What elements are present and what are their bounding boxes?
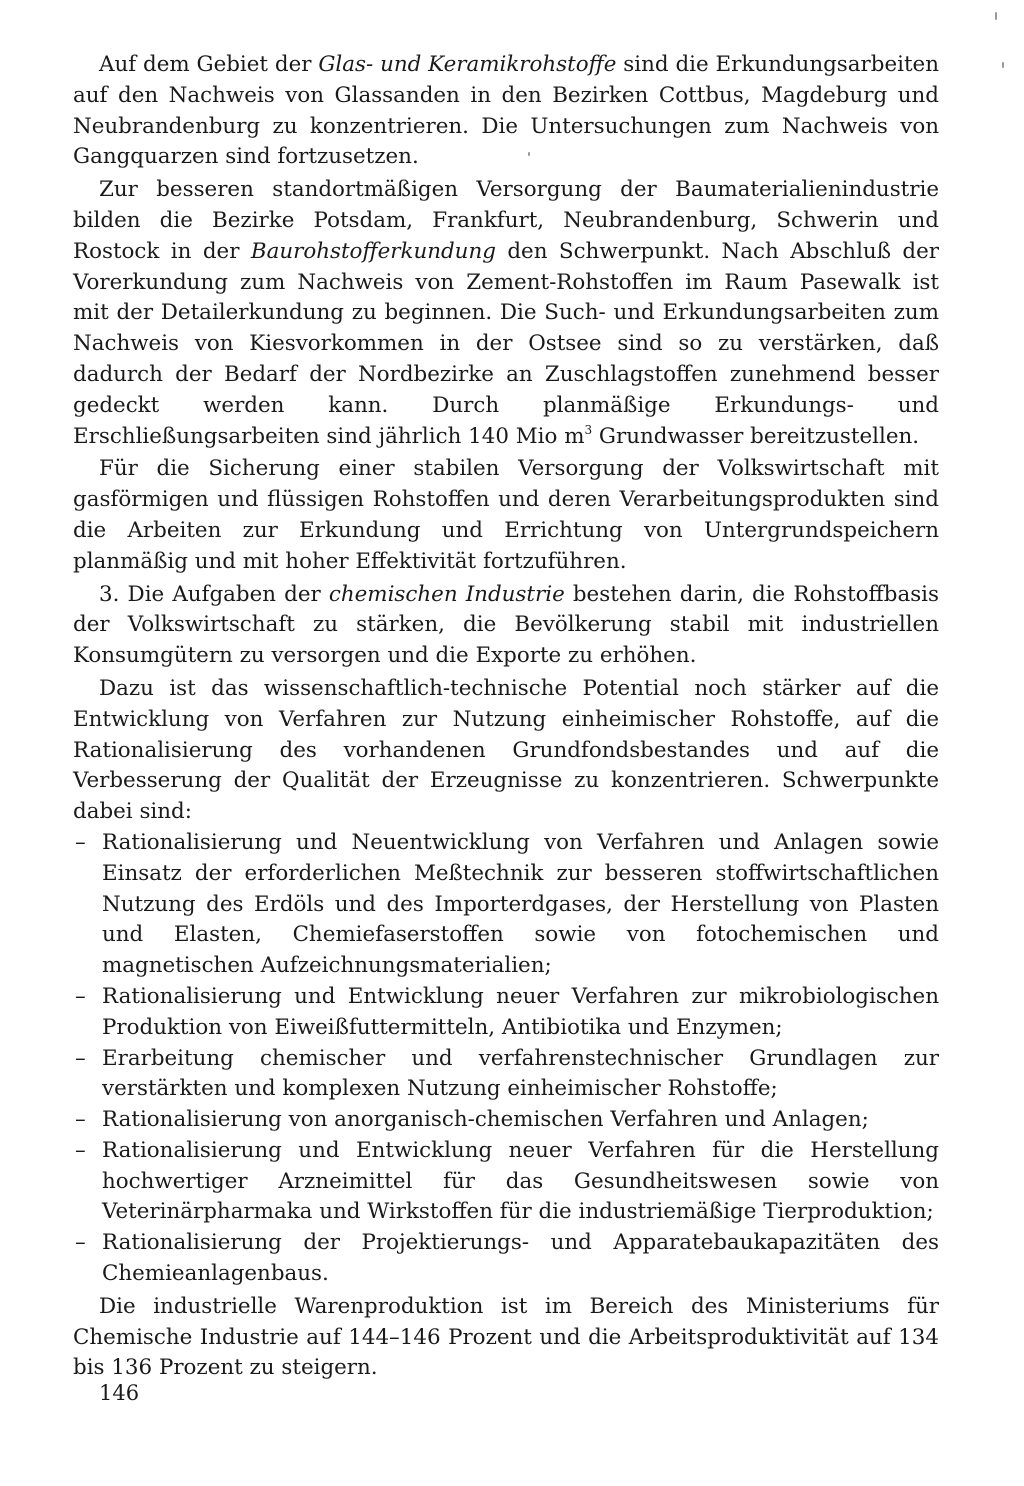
dash-marker: –	[75, 983, 86, 1009]
paragraph-gas-storage: Für die Sicherung einer stabilen Versorgung der Volkswirtschaft mit gasförmigen und flüssigen Rohstoffen und deren Verarbeitungsprodukten sind die Arbeiten zur Erkundung und Errichtung von Untergrundspeichern planmäßig und mit hoher Effektivität fortzuführen.	[73, 456, 939, 574]
scan-speck	[1002, 62, 1004, 68]
list-item	[73, 982, 939, 1044]
list-item	[73, 1136, 939, 1228]
paragraph-building-materials	[73, 175, 939, 452]
list-item-text: Rationalisierung und Entwicklung neuer Verfahren zur mikrobiologischen Produktion von Eiweißfuttermitteln, Antibiotika und Enzymen;	[102, 983, 939, 1040]
list-item-text: Erarbeitung chemischer und verfahrenstechnischer Grundlagen zur verstärkten und komplexen Nutzung einheimischer Rohstoffe;	[102, 1045, 939, 1102]
dash-marker: –	[75, 1107, 86, 1133]
paragraph-glass-ceramics	[73, 50, 939, 173]
page-body	[73, 50, 939, 1386]
emphasis-building-materials: Baurohstofferkundung	[250, 238, 496, 264]
paragraph-text: sind die Erkundungsarbeiten auf den Nachweis von Glassanden in den Bezirken Cottbus, Magdeburg und Neubrandenburg zu konzentrieren. Die Untersuchungen zum Nachweis von Gangquarzen sind fortzusetzen.	[73, 52, 939, 170]
emphasis-chemical-industry: chemischen Industrie	[328, 581, 565, 607]
paragraph-text: Zur besseren standortmäßigen Versorgung der Baumaterialienindustrie bilden die Bezirke Potsdam, Frankfurt, Neubrandenburg, Schwerin und Rostock in der	[73, 177, 939, 264]
scan-speck	[995, 12, 997, 20]
paragraph-text: Grundwasser bereitzustellen.	[592, 423, 920, 449]
emphasis-glass-ceramics: Glas- und Keramikrohstoffe	[318, 52, 617, 77]
dash-marker: –	[75, 1137, 86, 1163]
dash-marker: –	[75, 1045, 86, 1071]
paragraph-chemical-industry	[73, 580, 939, 672]
paragraph-text: den Schwerpunkt. Nach Abschluß der Vorerkundung zum Nachweis von Zement-Rohstoffen im Raum Pasewalk ist mit der Detailerkundung zu beginnen. Die Such- und Erkundungsarbeiten zum Nachweis von Kiesvorkommen in der Ostsee sind so zu verstärken, daß dadurch der Bedarf der Nordbezirke an Zuschlagstoffen zunehmend besser gedeckt werden kann. Durch planmäßige Erkundungs- und Erschließungsarbeiten sind jährlich 140 Mio m	[73, 238, 939, 449]
list-item	[73, 1044, 939, 1106]
dash-marker: –	[75, 829, 86, 855]
page-number: 146	[99, 1381, 140, 1405]
paragraph-production-targets: Die industrielle Warenproduktion ist im Bereich des Ministeriums für Chemische Industrie auf 144–146 Prozent und die Arbeitsproduktivität auf 134 bis 136 Prozent zu steigern.	[73, 1293, 939, 1381]
paragraph-text: bestehen darin, die Rohstoffbasis der Volkswirtschaft zu stärken, die Bevölkerung stabil mit industriellen Konsumgütern zu versorgen und die Exporte zu erhöhen.	[73, 581, 939, 669]
paragraph-focus-areas: Dazu ist das wissenschaftlich-technische Potential noch stärker auf die Entwicklung von Verfahren zur Nutzung einheimischer Rohstoffe, auf die Rationalisierung des vorhandenen Grundfondsbestandes und auf die Verbesserung der Qualität der Erzeugnisse zu konzentrieren. Schwerpunkte dabei sind:	[73, 675, 939, 825]
list-item	[73, 828, 939, 982]
paragraph-text: 3. Die Aufgaben der	[99, 581, 329, 607]
superscript-cubic: 3	[584, 422, 593, 437]
dash-marker: –	[75, 1230, 86, 1256]
list-item-text: Rationalisierung und Neuentwicklung von Verfahren und Anlagen sowie Einsatz der erforderlichen Meßtechnik zur besseren stoffwirtschaftlichen Nutzung des Erdöls und des Importerdgases, der Herstellung von Plasten und Elasten, Chemiefaserstoffen sowie von fotochemischen und magnetischen Aufzeichnungsmaterialien;	[102, 829, 939, 979]
paragraph-text: Auf dem Gebiet der	[99, 52, 319, 77]
focus-list	[73, 828, 939, 1290]
list-item-text: Rationalisierung und Entwicklung neuer Verfahren für die Herstellung hochwertiger Arzneimittel für das Gesundheitswesen sowie von Veterinärpharmaka und Wirkstoffen für die industriemäßige Tierproduktion;	[102, 1137, 939, 1225]
list-item	[73, 1228, 939, 1290]
list-item-text: Rationalisierung der Projektierungs- und Apparatebaukapazitäten des Chemieanlagenbaus.	[102, 1230, 939, 1287]
list-item	[73, 1105, 939, 1136]
scan-speck	[528, 152, 530, 156]
list-item-text: Rationalisierung von anorganisch-chemischen Verfahren und Anlagen;	[102, 1107, 869, 1133]
